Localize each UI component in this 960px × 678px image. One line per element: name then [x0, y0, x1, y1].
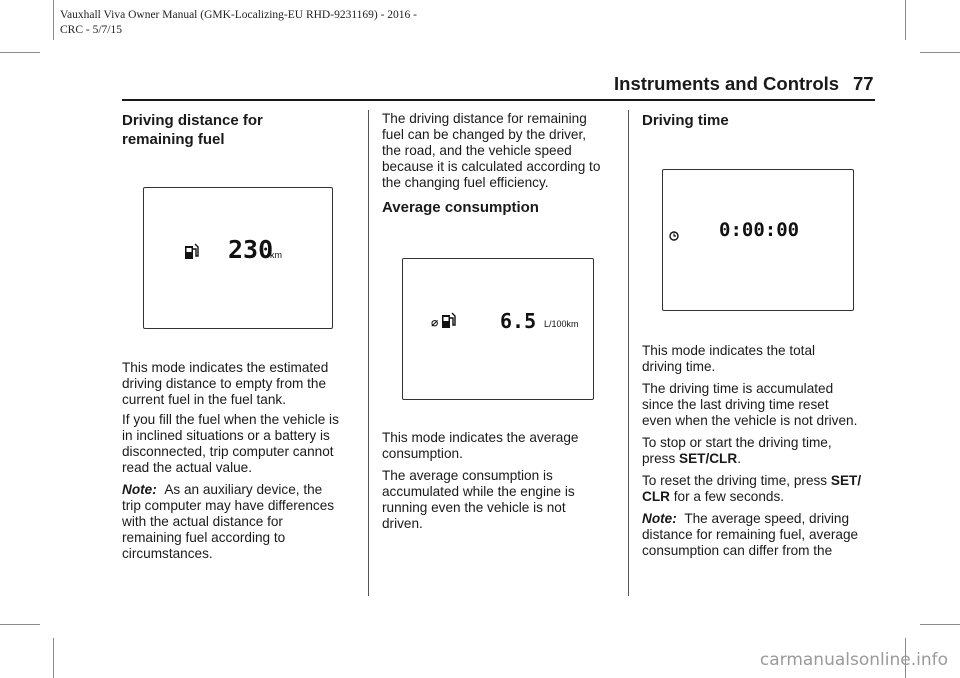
text-line: fuel can be changed by the driver, — [382, 127, 587, 142]
text-fragment: press — [642, 451, 680, 466]
text-line: with the actual distance for — [122, 514, 283, 529]
paragraph — [642, 473, 861, 505]
fuel-pump-icon — [184, 242, 200, 260]
text-fragment: . — [737, 451, 741, 466]
note-label: Note: — [122, 482, 157, 497]
text-line: because it is calculated according to — [382, 159, 601, 174]
crop-mark — [53, 638, 54, 678]
text-line: accumulated while the engine is — [382, 484, 575, 499]
lcd-value: 230 — [228, 235, 274, 264]
text-line — [122, 482, 334, 498]
key-label: SET/ — [830, 473, 862, 488]
page-number: 77 — [853, 73, 874, 94]
text-line: since the last driving time reset — [642, 397, 829, 412]
text-line: The driving distance for remaining — [382, 111, 587, 126]
text-line: consumption. — [382, 446, 463, 461]
key-label: CLR — [642, 489, 670, 504]
note-paragraph — [642, 511, 858, 559]
text-line: distance for remaining fuel, average — [642, 527, 859, 542]
heading-average-consumption: Average consumption — [382, 199, 539, 216]
paragraph — [382, 430, 578, 462]
lcd-remaining-fuel — [143, 187, 333, 329]
text-line — [642, 473, 861, 489]
note-label: Note: — [642, 511, 677, 526]
text-line: read the actual value. — [122, 460, 252, 475]
heading-remaining-fuel — [122, 111, 263, 149]
crop-mark — [0, 52, 40, 53]
paragraph — [382, 468, 575, 532]
note-paragraph — [122, 482, 334, 562]
text-line: To stop or start the driving time, — [642, 435, 832, 450]
paragraph — [642, 381, 857, 429]
lcd-driving-time — [662, 169, 854, 311]
watermark: carmanualsonline.info — [759, 650, 948, 670]
text-line: consumption can differ from the — [642, 543, 833, 558]
heading-line: Driving distance for — [122, 112, 263, 129]
paragraph — [382, 111, 600, 191]
column-divider — [628, 110, 629, 596]
text-line — [642, 511, 858, 527]
note-text: The average speed, driving — [684, 511, 850, 526]
text-line: current fuel in the fuel tank. — [122, 392, 286, 407]
text-line: remaining fuel according to — [122, 530, 286, 545]
text-line: disconnected, trip computer cannot — [122, 444, 334, 459]
key-label: SET/CLR — [679, 451, 738, 466]
text-line: If you fill the fuel when the vehicle is — [122, 412, 339, 427]
average-symbol: ⌀ — [431, 316, 439, 330]
lcd-value: 6.5 — [500, 309, 537, 333]
text-line: circumstances. — [122, 546, 213, 561]
crop-mark — [0, 624, 40, 625]
crop-mark — [920, 624, 960, 625]
heading-line: remaining fuel — [122, 131, 225, 148]
text-line: driven. — [382, 516, 423, 531]
text-line — [642, 489, 861, 505]
paragraph — [122, 412, 339, 476]
text-fragment: for a few seconds. — [669, 489, 785, 504]
text-line: driving time. — [642, 359, 716, 374]
crop-mark — [920, 52, 960, 53]
crop-mark — [53, 0, 54, 40]
manual-info — [60, 8, 417, 38]
manual-info-line2: CRC - 5/7/15 — [60, 24, 122, 36]
text-line: The average consumption is — [382, 468, 553, 483]
text-line: This mode indicates the average — [382, 430, 579, 445]
paragraph — [642, 435, 832, 467]
lcd-average-consumption — [402, 258, 594, 400]
text-line: The driving time is accumulated — [642, 381, 834, 396]
crop-mark — [905, 0, 906, 40]
lcd-unit: km — [270, 250, 282, 260]
lcd-value: 0:00:00 — [719, 219, 800, 241]
text-line: This mode indicates the total — [642, 343, 816, 358]
text-line: running even the vehicle is not — [382, 500, 566, 515]
lcd-unit: L/100km — [544, 319, 579, 329]
text-line: trip computer may have differences — [122, 498, 335, 513]
paragraph — [122, 360, 328, 408]
text-line: the road, and the vehicle speed — [382, 143, 572, 158]
paragraph — [642, 343, 815, 375]
text-line: driving distance to empty from the — [122, 376, 326, 391]
text-line: in inclined situations or a battery is — [122, 428, 330, 443]
header-rule — [122, 99, 875, 101]
manual-info-line1: Vauxhall Viva Owner Manual (GMK-Localizing-EU RHD-9231169) - 2016 - — [60, 9, 418, 21]
column-divider — [368, 110, 369, 596]
text-line: even when the vehicle is not driven. — [642, 413, 858, 428]
text-line: This mode indicates the estimated — [122, 360, 329, 375]
fuel-pump-icon — [441, 311, 457, 329]
clock-icon — [669, 231, 679, 241]
section-title: Instruments and Controls — [614, 73, 840, 94]
heading-driving-time: Driving time — [642, 112, 729, 129]
text-line — [642, 451, 832, 467]
note-text: As an auxiliary device, the — [164, 482, 323, 497]
text-fragment: To reset the driving time, press — [642, 473, 831, 488]
text-line: the changing fuel efficiency. — [382, 175, 549, 190]
